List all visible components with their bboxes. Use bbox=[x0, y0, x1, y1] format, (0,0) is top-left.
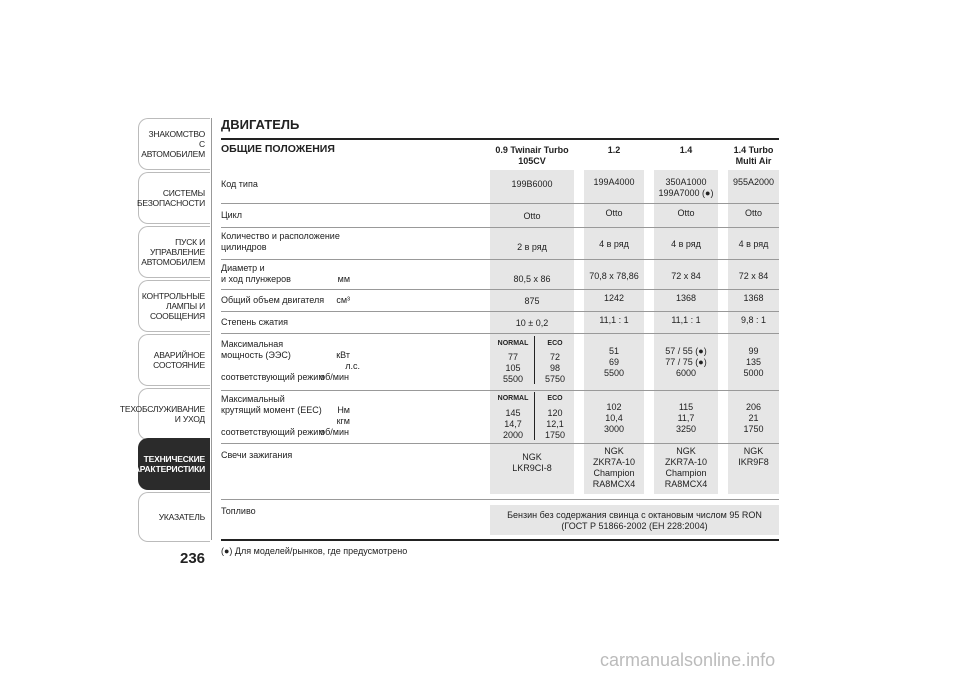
cell-plugs-14t: NGK IKR9F8 bbox=[738, 446, 769, 467]
cell-power-14: 57 / 55 (●) 77 / 75 (●) 6000 bbox=[665, 346, 707, 378]
cell-bore-09: 80,5 x 86 bbox=[513, 274, 551, 284]
column-header-14-turbo: 1.4 Turbo Multi Air bbox=[733, 145, 774, 166]
unit-torque-kgm: кгм bbox=[336, 416, 350, 426]
row-label-power-3: соответствующий режим bbox=[221, 372, 325, 382]
mode-separator bbox=[534, 392, 535, 440]
row-divider bbox=[221, 259, 779, 260]
mode-eco-torque: ECO bbox=[547, 395, 563, 402]
page-title: ДВИГАТЕЛЬ bbox=[221, 117, 300, 132]
unit-power-rpm: об/мин bbox=[320, 372, 349, 382]
tab-driving[interactable]: ПУСК И УПРАВЛЕНИЕ АВТОМОБИЛЕМ bbox=[138, 226, 210, 278]
mode-separator bbox=[534, 336, 535, 384]
tab-warning-lights[interactable]: КОНТРОЛЬНЫЕ ЛАМПЫ И СООБЩЕНИЯ bbox=[138, 280, 210, 332]
cell-cylinders-12: 4 в ряд bbox=[599, 239, 629, 249]
mode-eco-power: ECO bbox=[547, 340, 563, 347]
row-divider bbox=[221, 203, 779, 204]
cell-plugs-09: NGK LKR9CI-8 bbox=[512, 452, 552, 473]
table-bottom-rule bbox=[221, 539, 779, 541]
row-label-cylinders-1: Количество и расположение bbox=[221, 231, 340, 241]
row-divider bbox=[221, 390, 779, 391]
section-subtitle: ОБЩИЕ ПОЛОЖЕНИЯ bbox=[221, 143, 335, 155]
cell-compression-12: 11,1 : 1 bbox=[599, 315, 629, 325]
cell-plugs-12: NGK ZKR7A-10 Champion RA8MCX4 bbox=[592, 446, 636, 489]
cell-code-09: 199B6000 bbox=[511, 179, 553, 189]
cell-cylinders-14t: 4 в ряд bbox=[738, 239, 769, 249]
row-label-cycle: Цикл bbox=[221, 210, 242, 220]
tab-maintenance[interactable]: ТЕХОБСЛУЖИВАНИЕ И УХОД bbox=[138, 388, 210, 440]
row-label-compression: Степень сжатия bbox=[221, 317, 289, 327]
cell-torque-09-normal: 145 14,7 2000 bbox=[502, 408, 524, 440]
cell-torque-14t: 206 21 1750 bbox=[743, 402, 764, 434]
cell-code-12: 199A4000 bbox=[593, 177, 635, 187]
cell-code-14t: 955A2000 bbox=[732, 177, 775, 187]
cell-cylinders-09: 2 в ряд bbox=[517, 242, 547, 252]
row-label-torque-3: соответствующий режим bbox=[221, 427, 325, 437]
cell-cycle-12: Otto bbox=[605, 208, 623, 218]
tab-emergency[interactable]: АВАРИЙНОЕ СОСТОЯНИЕ bbox=[138, 334, 210, 386]
row-label-bore-1: Диаметр и bbox=[221, 263, 265, 273]
mode-normal-power: NORMAL bbox=[497, 340, 529, 347]
row-label-bore-2: и ход плунжеров bbox=[221, 274, 291, 284]
cell-torque-14: 115 11,7 3250 bbox=[675, 402, 697, 434]
cell-power-14t: 99 135 5000 bbox=[743, 346, 764, 378]
cell-plugs-14: NGK ZKR7A-10 Champion RA8MCX4 bbox=[664, 446, 708, 489]
cell-bore-14: 72 x 84 bbox=[671, 271, 701, 281]
unit-bore: мм bbox=[337, 274, 350, 284]
watermark: carmanualsonline.info bbox=[600, 650, 776, 670]
cell-bore-12: 70,8 x 78,86 bbox=[589, 271, 639, 281]
row-divider bbox=[221, 227, 779, 228]
tab-index[interactable]: УКАЗАТЕЛЬ bbox=[138, 492, 210, 542]
cell-power-09-eco: 72 98 5750 bbox=[544, 352, 566, 384]
unit-displacement: см³ bbox=[336, 295, 350, 305]
cell-displacement-12: 1242 bbox=[603, 293, 625, 303]
cell-displacement-14: 1368 bbox=[675, 293, 697, 303]
cell-displacement-14t: 1368 bbox=[743, 293, 764, 303]
cell-fuel: Бензин без содержания свинца с октановым числом 95 RON (ГОСТ Р 51866-2002 (ЕН 228:2004) bbox=[507, 510, 762, 531]
cell-cycle-09: Otto bbox=[523, 211, 541, 221]
unit-torque-rpm: об/мин bbox=[320, 427, 349, 437]
unit-torque-nm: Нм bbox=[337, 405, 350, 415]
cell-compression-09: 10 ± 0,2 bbox=[515, 318, 549, 328]
unit-power-hp: л.с. bbox=[345, 361, 360, 371]
row-divider bbox=[221, 499, 779, 500]
cell-torque-12: 102 10,4 3000 bbox=[603, 402, 625, 434]
tabs-divider bbox=[211, 118, 212, 540]
tab-safety[interactable]: СИСТЕМЫ БЕЗОПАСНОСТИ bbox=[138, 172, 210, 224]
cell-bore-14t: 72 x 84 bbox=[738, 271, 769, 281]
tab-intro[interactable]: ЗНАКОМСТВО С АВТОМОБИЛЕМ bbox=[138, 118, 210, 170]
mode-normal-torque: NORMAL bbox=[497, 395, 529, 402]
cell-cylinders-14: 4 в ряд bbox=[671, 239, 701, 249]
row-label-torque-2: крутящий момент (ЕЕС) bbox=[221, 405, 322, 415]
row-divider bbox=[221, 289, 779, 290]
table-top-rule bbox=[221, 138, 779, 140]
footnote: (●) Для моделей/рынков, где предусмотрено bbox=[221, 546, 408, 556]
row-label-cylinders-2: цилиндров bbox=[221, 242, 267, 252]
unit-power-kw: кВт bbox=[336, 350, 350, 360]
cell-torque-09-eco: 120 12,1 1750 bbox=[544, 408, 566, 440]
cell-cycle-14t: Otto bbox=[744, 208, 762, 218]
row-label-power-2: мощность (ЭЭС) bbox=[221, 350, 291, 360]
cell-cycle-14: Otto bbox=[677, 208, 695, 218]
row-divider bbox=[221, 311, 779, 312]
row-divider bbox=[221, 333, 779, 334]
row-label-displacement: Общий объем двигателя bbox=[221, 295, 325, 305]
page-number: 236 bbox=[180, 550, 206, 567]
cell-power-09-normal: 77 105 5500 bbox=[502, 352, 524, 384]
cell-compression-14: 11,1 : 1 bbox=[671, 315, 701, 325]
row-divider bbox=[221, 443, 779, 444]
row-label-fuel: Топливо bbox=[221, 506, 256, 516]
tab-specifications[interactable]: ТЕХНИЧЕСКИЕ ХАРАКТЕРИСТИКИ bbox=[138, 438, 210, 490]
row-label-power-1: Максимальная bbox=[221, 339, 284, 349]
cell-displacement-09: 875 bbox=[524, 296, 540, 306]
column-header-14: 1.4 bbox=[679, 145, 693, 155]
row-label-plugs: Свечи зажигания bbox=[221, 450, 293, 460]
cell-compression-14t: 9,8 : 1 bbox=[740, 315, 767, 325]
row-label-torque-1: Максимальный bbox=[221, 394, 285, 404]
column-header-09-twinair: 0.9 Twinair Turbo 105CV bbox=[495, 145, 569, 166]
column-header-12: 1.2 bbox=[607, 145, 621, 155]
row-label-code: Код типа bbox=[221, 179, 258, 189]
cell-power-12: 51 69 5500 bbox=[603, 346, 625, 378]
cell-code-14: 350A1000 199A7000 (●) bbox=[658, 177, 714, 198]
